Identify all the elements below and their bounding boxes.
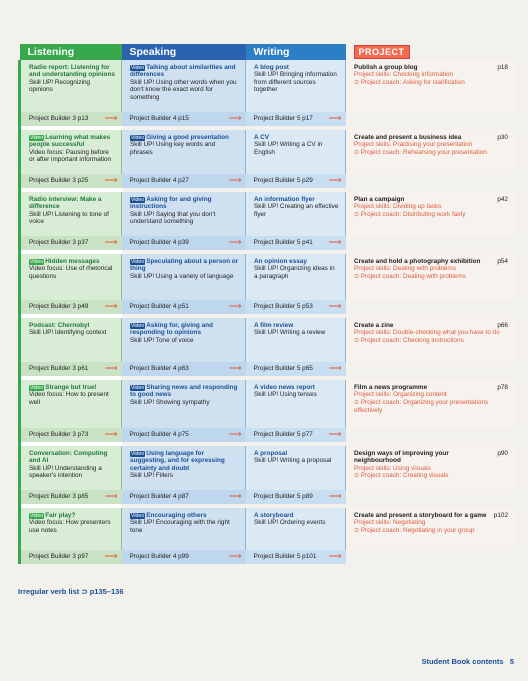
speaking-skill: Skill UP! Showing sympathy xyxy=(130,398,210,406)
project-builder-cell xyxy=(122,174,246,188)
speaking-skill: Skill UP! Fillers xyxy=(130,472,173,480)
video-icon: Video xyxy=(30,135,44,141)
project-builder-cell xyxy=(122,490,246,504)
coach-icon: ⊙ xyxy=(354,149,361,156)
project-page: p18 xyxy=(497,64,508,71)
listening-title: Radio report: Listening for and understanding opinions xyxy=(29,64,115,79)
speaking-skill: Skill UP! Using key words and phrases xyxy=(130,141,216,156)
project-builder-link[interactable]: Project Builder 5 p17 xyxy=(253,115,313,122)
arrow-icon: ⟶ xyxy=(228,551,242,561)
project-skills: Project skills: Checking information xyxy=(354,71,454,79)
project-title: Design ways of improving your neighbourhood xyxy=(354,450,449,465)
listening-cell xyxy=(20,318,122,362)
project-coach: Project coach: Distributing work fairly xyxy=(360,210,466,218)
speaking-cell xyxy=(122,318,246,362)
project-builder-cell xyxy=(246,362,346,376)
arrow-icon: ⟶ xyxy=(228,301,242,311)
project-builder-link[interactable]: Project Builder 4 p15 xyxy=(129,115,189,122)
project-builder-link[interactable]: Project Builder 3 p97 xyxy=(29,553,89,560)
video-icon: Video xyxy=(131,513,145,519)
project-builder-link[interactable]: Project Builder 4 p39 xyxy=(129,239,189,246)
project-builder-link[interactable]: Project Builder 4 p51 xyxy=(129,303,189,310)
header-project xyxy=(346,44,516,60)
project-title: Create and present a storyboard for a game xyxy=(354,512,487,519)
project-cell xyxy=(346,446,516,490)
listening-skill: Skill UP! Listening to tone of voice xyxy=(29,210,109,226)
video-icon: Video xyxy=(30,513,44,519)
lesson-row xyxy=(20,446,516,490)
speaking-cell xyxy=(122,60,246,112)
speaking-title: Using language for suggesting, and for expressing certainty and doubt xyxy=(130,450,225,472)
project-builder-link[interactable]: Project Builder 3 p85 xyxy=(29,493,89,500)
video-icon: Video xyxy=(131,65,145,71)
project-builder-empty xyxy=(346,174,516,188)
project-builder-link[interactable]: Project Builder 3 p61 xyxy=(29,365,89,372)
project-builder-link[interactable]: Project Builder 3 p73 xyxy=(29,431,89,438)
listening-skill: Skill UP! Identifying context xyxy=(29,329,107,337)
project-builder-link[interactable]: Project Builder 5 p89 xyxy=(253,493,313,500)
writing-cell xyxy=(246,446,346,490)
project-builder-cell xyxy=(122,428,246,442)
project-cell xyxy=(346,380,516,428)
lesson-row xyxy=(20,60,516,112)
project-builder-cell xyxy=(246,490,346,504)
project-skills: Project skills: Practising your presentation xyxy=(354,141,473,149)
lesson-row xyxy=(20,318,516,362)
writing-title: A video news report xyxy=(254,384,315,391)
project-cell xyxy=(346,254,516,300)
listening-skill: Video focus: Use of rhetorical questions xyxy=(29,265,113,280)
writing-cell xyxy=(246,60,346,112)
project-skills: Project skills: Organizing content xyxy=(354,391,447,399)
arrow-icon: ⟶ xyxy=(228,363,242,373)
writing-cell xyxy=(246,508,346,550)
project-cell xyxy=(346,318,516,362)
speaking-cell xyxy=(122,254,246,300)
arrow-icon: ⟶ xyxy=(104,301,118,311)
writing-skill: Skill UP! Writing a proposal xyxy=(254,457,332,465)
header-listening: Listening xyxy=(20,44,122,60)
coach-icon: ⊙ xyxy=(354,473,361,480)
project-builder-cell xyxy=(246,300,346,314)
project-builder-empty xyxy=(346,490,516,504)
project-page: p54 xyxy=(497,258,508,265)
speaking-skill: Skill UP! Encouraging with the right tone xyxy=(130,519,230,534)
listening-skill: Skill UP! Understanding a speaker's intention xyxy=(29,464,102,480)
project-builder-cell xyxy=(20,112,122,126)
writing-title: A blog post xyxy=(254,64,289,71)
project-builder-cell xyxy=(20,174,122,188)
project-page: p78 xyxy=(497,384,508,391)
project-builder-row xyxy=(20,490,516,504)
project-title: Film a news programme xyxy=(354,384,428,391)
project-builder-empty xyxy=(346,300,516,314)
project-page: p66 xyxy=(497,322,508,329)
video-icon: Video xyxy=(131,323,145,329)
header-speaking: Speaking xyxy=(122,44,246,60)
writing-cell xyxy=(246,130,346,174)
listening-skill: Video focus: How to present well xyxy=(29,391,109,406)
project-skills: Project skills: Using visuals xyxy=(354,464,431,472)
video-icon: Video xyxy=(30,385,44,391)
arrow-icon: ⟶ xyxy=(228,237,242,247)
project-builder-link[interactable]: Project Builder 4 p75 xyxy=(129,431,189,438)
project-skills: Project skills: Dividing up tasks xyxy=(354,203,442,211)
writing-skill: Skill UP! Bringing information from different sources together xyxy=(254,71,337,94)
project-builder-cell xyxy=(20,300,122,314)
project-builder-row xyxy=(20,550,516,564)
writing-title: A proposal xyxy=(254,450,288,457)
lesson-row xyxy=(20,508,516,550)
listening-title: Podcast: Chernobyl xyxy=(29,322,90,329)
project-builder-link[interactable]: Project Builder 4 p27 xyxy=(129,177,189,184)
project-skills: Project skills: Double-checking what you have to do xyxy=(354,329,500,337)
lesson-row xyxy=(20,130,516,174)
coach-icon: ⊙ xyxy=(354,79,361,86)
arrow-icon: ⟶ xyxy=(228,175,242,185)
project-coach: Project coach: Creating visuals xyxy=(360,472,449,480)
writing-cell xyxy=(246,380,346,428)
video-icon: Video xyxy=(30,259,44,265)
speaking-title: Encouraging others xyxy=(146,512,207,519)
project-builder-cell xyxy=(20,362,122,376)
coach-icon: ⊙ xyxy=(354,337,361,344)
listening-cell xyxy=(20,508,122,550)
video-icon: Video xyxy=(131,385,145,391)
speaking-cell xyxy=(122,380,246,428)
lesson-row xyxy=(20,192,516,236)
project-builder-link[interactable]: Project Builder 3 p13 xyxy=(29,115,89,122)
writing-title: A film review xyxy=(254,322,294,329)
coach-icon: ⊙ xyxy=(354,527,361,534)
speaking-cell xyxy=(122,192,246,236)
project-builder-link[interactable]: Project Builder 5 p53 xyxy=(253,303,313,310)
project-title: Create and hold a photography exhibition xyxy=(354,258,481,265)
speaking-title: Talking about similarities and differences xyxy=(130,64,236,79)
project-builder-cell xyxy=(122,300,246,314)
arrow-icon: ⟶ xyxy=(104,175,118,185)
project-coach: Project coach: Negotiating in your group xyxy=(360,526,475,534)
listening-cell xyxy=(20,254,122,300)
project-coach: Project coach: Rehearsing your presentation xyxy=(360,148,487,156)
arrow-icon: ⟶ xyxy=(328,363,342,373)
video-icon: Video xyxy=(131,259,145,265)
arrow-icon: ⟶ xyxy=(104,429,118,439)
project-cell xyxy=(346,130,516,174)
project-page: p102 xyxy=(493,512,508,519)
speaking-skill: Skill UP! Tone of voice xyxy=(130,336,194,344)
coach-icon: ⊙ xyxy=(354,211,361,218)
writing-skill: Skill UP! Using tenses xyxy=(254,391,317,399)
lesson-row xyxy=(20,254,516,300)
project-builder-link[interactable]: Project Builder 5 p101 xyxy=(253,553,317,560)
listening-cell xyxy=(20,130,122,174)
speaking-title: Speculating about a person or thing xyxy=(130,258,239,273)
arrow-icon: ⟶ xyxy=(104,237,118,247)
project-cell xyxy=(346,60,516,112)
listening-skill: Video focus: How presenters use notes xyxy=(29,519,111,534)
contents-table xyxy=(18,44,517,564)
speaking-skill: Skill UP! Saying that you don't understand something xyxy=(130,210,216,226)
arrow-icon: ⟶ xyxy=(328,237,342,247)
listening-cell xyxy=(20,192,122,236)
project-builder-cell xyxy=(20,428,122,442)
arrow-icon: ⟶ xyxy=(104,113,118,123)
listening-title: Strange but true! xyxy=(45,384,97,391)
listening-title: Conversation: Computing and AI xyxy=(29,450,108,465)
project-builder-cell xyxy=(122,236,246,250)
project-builder-link[interactable]: Project Builder 5 p77 xyxy=(253,431,313,438)
project-builder-cell xyxy=(20,490,122,504)
project-builder-row xyxy=(20,236,516,250)
arrow-icon: ⟶ xyxy=(228,429,242,439)
arrow-icon: ⟶ xyxy=(328,301,342,311)
listening-cell xyxy=(20,60,122,112)
project-builder-cell xyxy=(122,550,246,564)
project-title: Create a zine xyxy=(354,322,394,329)
project-builder-cell xyxy=(122,112,246,126)
project-skills: Project skills: Negotiating xyxy=(354,519,426,527)
project-builder-empty xyxy=(346,236,516,250)
writing-skill: Skill UP! Creating an effective flyer xyxy=(254,203,339,218)
speaking-title: Sharing news and responding to good news xyxy=(130,384,238,399)
writing-cell xyxy=(246,254,346,300)
arrow-icon: ⟶ xyxy=(328,175,342,185)
project-cell xyxy=(346,508,516,550)
project-builder-cell xyxy=(246,550,346,564)
coach-icon: ⊙ xyxy=(354,273,361,280)
project-title: Plan a campaign xyxy=(354,196,405,203)
project-builder-cell xyxy=(122,362,246,376)
lesson-row xyxy=(20,380,516,428)
project-builder-link[interactable]: Project Builder 5 p65 xyxy=(253,365,313,372)
project-builder-link[interactable]: Project Builder 4 p99 xyxy=(129,553,189,560)
project-builder-cell xyxy=(246,174,346,188)
project-page: p90 xyxy=(497,450,508,457)
project-coach: Project coach: Organizing your presentations effectively xyxy=(354,398,489,415)
irregular-verb-link[interactable]: Irregular verb list ⊃ p135–136 xyxy=(18,587,124,596)
listening-cell xyxy=(20,446,122,490)
header-row xyxy=(20,44,516,60)
writing-skill: Skill UP! Ordering events xyxy=(254,519,326,527)
project-builder-empty xyxy=(346,550,516,564)
project-coach: Project coach: Checking instructions xyxy=(360,336,464,344)
project-skills: Project skills: Dealing with problems xyxy=(354,265,456,273)
writing-title: A storyboard xyxy=(254,512,294,519)
arrow-icon: ⟶ xyxy=(228,113,242,123)
writing-skill: Skill UP! Writing a CV in English xyxy=(254,141,323,156)
project-coach: Project coach: Asking for clarification xyxy=(360,78,465,86)
speaking-skill: Skill UP! Using a variety of language xyxy=(130,272,234,280)
project-builder-cell xyxy=(246,236,346,250)
arrow-icon: ⟶ xyxy=(328,491,342,501)
arrow-icon: ⟶ xyxy=(228,491,242,501)
project-page: p42 xyxy=(497,196,508,203)
writing-title: An opinion essay xyxy=(254,258,307,265)
project-builder-row xyxy=(20,174,516,188)
project-title: Create and present a business idea xyxy=(354,134,462,141)
project-builder-cell xyxy=(20,236,122,250)
project-builder-cell xyxy=(20,550,122,564)
writing-skill: Skill UP! Writing a review xyxy=(254,329,326,337)
project-builder-row xyxy=(20,428,516,442)
writing-title: A CV xyxy=(254,134,270,141)
arrow-icon: ⟶ xyxy=(104,551,118,561)
coach-icon: ⊙ xyxy=(354,399,361,406)
speaking-cell xyxy=(122,130,246,174)
listening-title: Learning what makes people successful xyxy=(29,134,111,149)
project-cell xyxy=(346,192,516,236)
speaking-title: Asking for and giving instructions xyxy=(130,196,212,211)
writing-title: An information flyer xyxy=(254,196,315,203)
project-builder-row xyxy=(20,300,516,314)
header-writing: Writing xyxy=(246,44,346,60)
project-page: p30 xyxy=(497,134,508,141)
project-builder-link[interactable]: Project Builder 4 p87 xyxy=(129,493,189,500)
project-builder-link[interactable]: Project Builder 3 p25 xyxy=(29,177,89,184)
listening-title: Radio interview: Make a difference xyxy=(29,196,102,211)
project-builder-link[interactable]: Project Builder 5 p41 xyxy=(253,239,313,246)
speaking-skill: Skill UP! Using other words when you don't know the exact word for something xyxy=(130,78,237,101)
project-builder-link[interactable]: Project Builder 4 p63 xyxy=(129,365,189,372)
footer-title: Student Book contents xyxy=(421,657,504,666)
project-builder-empty xyxy=(346,362,516,376)
listening-title: Fair play? xyxy=(45,512,76,519)
project-builder-empty xyxy=(346,428,516,442)
project-builder-row xyxy=(20,112,516,126)
speaking-cell xyxy=(122,508,246,550)
project-badge: PROJECT xyxy=(354,45,410,59)
listening-skill: Skill UP! Recognizing opinions xyxy=(29,78,91,94)
writing-cell xyxy=(246,192,346,236)
arrow-icon: ⟶ xyxy=(104,363,118,373)
project-builder-link[interactable]: Project Builder 3 p49 xyxy=(29,303,89,310)
page-number: 5 xyxy=(509,657,514,666)
video-icon: Video xyxy=(131,451,145,457)
arrow-icon: ⟶ xyxy=(328,429,342,439)
arrow-icon: ⟶ xyxy=(328,113,342,123)
speaking-title: Asking for, giving and responding to opinions xyxy=(130,322,213,337)
project-builder-empty xyxy=(346,112,516,126)
listening-cell xyxy=(20,380,122,428)
project-builder-row xyxy=(20,362,516,376)
page-footer xyxy=(421,657,514,666)
arrow-icon: ⟶ xyxy=(328,551,342,561)
speaking-title: Giving a good presentation xyxy=(146,134,229,141)
project-coach: Project coach: Dealing with problems xyxy=(360,272,466,280)
project-builder-cell xyxy=(246,428,346,442)
speaking-cell xyxy=(122,446,246,490)
project-builder-link[interactable]: Project Builder 5 p29 xyxy=(253,177,313,184)
project-builder-link[interactable]: Project Builder 3 p37 xyxy=(29,239,89,246)
writing-skill: Skill UP! Organizing ideas in a paragraph xyxy=(254,265,335,280)
video-icon: Video xyxy=(131,197,145,203)
project-title: Publish a group blog xyxy=(354,64,418,71)
listening-skill: Video focus: Pausing before or after important information xyxy=(29,148,112,164)
video-icon: Video xyxy=(131,135,145,141)
project-builder-cell xyxy=(246,112,346,126)
arrow-icon: ⟶ xyxy=(104,491,118,501)
listening-title: Hidden messages xyxy=(45,258,100,265)
writing-cell xyxy=(246,318,346,362)
